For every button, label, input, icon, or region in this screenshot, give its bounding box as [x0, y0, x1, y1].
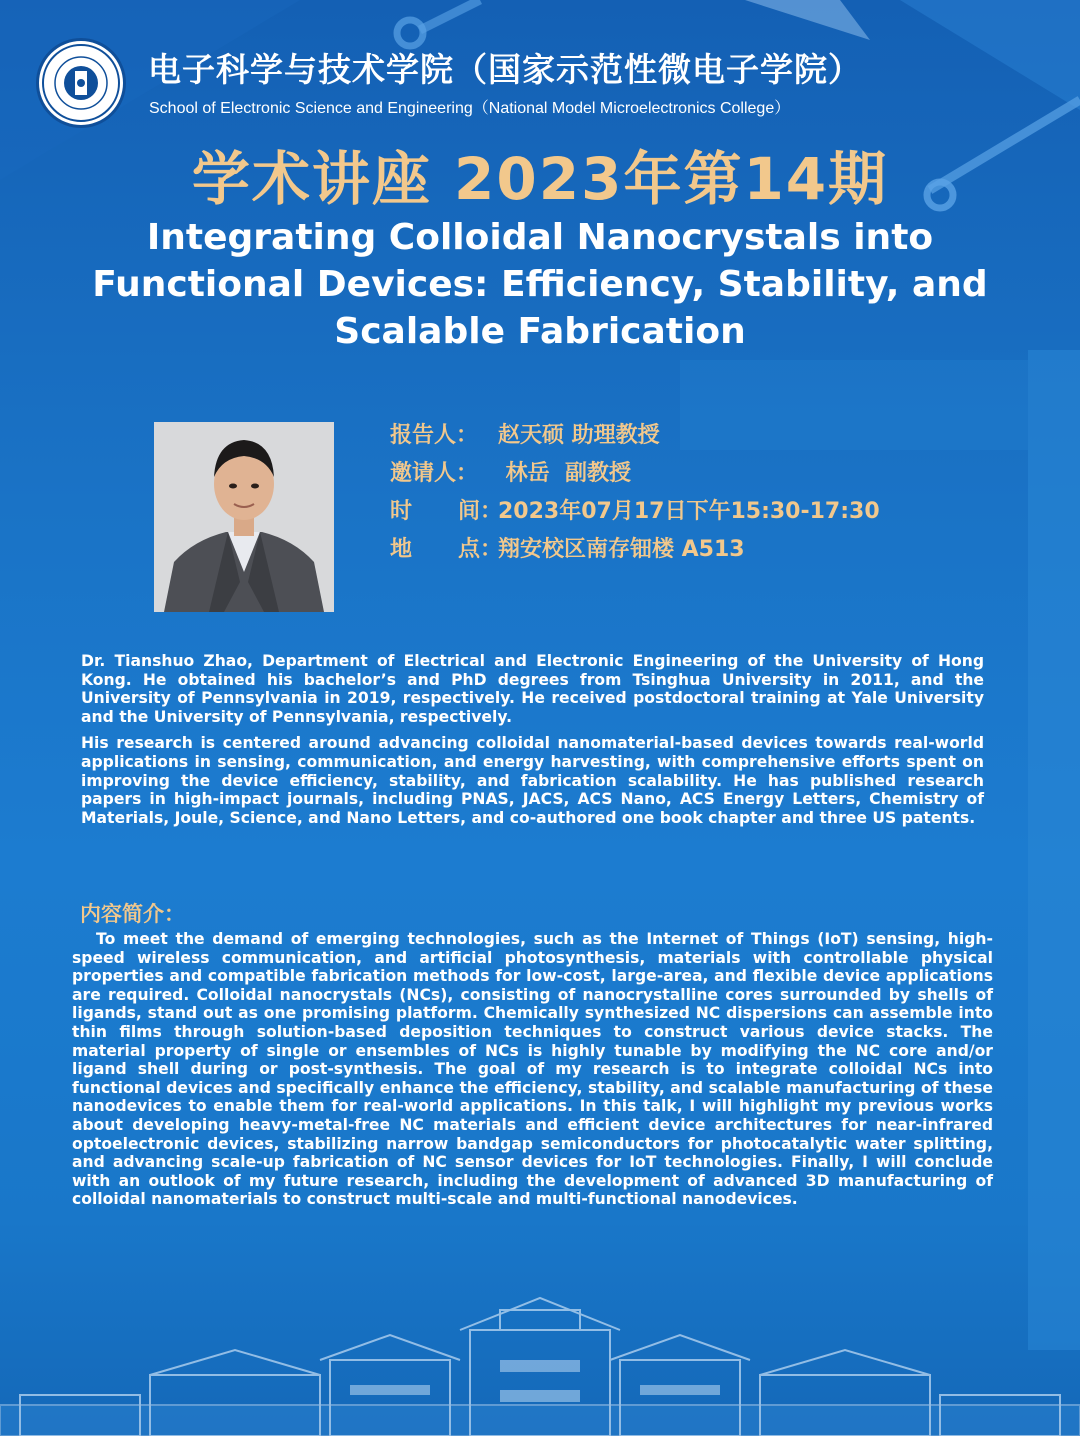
lecture-info: [390, 420, 1050, 572]
talk-title: Integrating Colloidal Nanocrystals into Functional Devices: Efficiency, Stability, and Scalable Fabrication: [92, 217, 988, 352]
abstract-heading: 内容简介：: [80, 902, 185, 926]
speaker-photo: [154, 422, 334, 612]
abstract-text: To meet the demand of emerging technologies, such as the Internet of Things (IoT) sensing, high-speed wireless communication, and artificial photosynthesis, materials with controllable physical properties and compatible fabrication methods for low-cost, large-area, and flexible device applications are required. Colloidal nanocrystals (NCs), consisting of nanocrystalline cores surrounded by shells of ligands, stand out as one promising platform. Chemically synthesized NC dispersions can assemble into thin films through solution-based deposition techniques to construct various device stacks. The material property of single or ensembles of NCs is highly tunable by modifying the NC core and/or ligand shell during or post-synthesis. The goal of my research is to integrate colloidal NCs into functional devices and specifically enhance the efficiency, stability, and scalable manufacturing of these nanodevices to enable them for real-world applications. In this talk, I will highlight my previous works about developing heavy-metal-free NC materials and efficient device architectures for near-infrared optoelectronic devices, stabilizing narrow bandgap semiconductors for photocatalytic water splitting, and advancing scale-up fabrication of NC sensor devices for IoT technologies. Finally, I will conclude with an outlook of my future research, including the development of advanced 3D manufacturing of colloidal nanomaterials to construct multi-scale and multi-functional nanodevices.: [72, 930, 993, 1209]
time-label: 时 间：: [390, 499, 502, 524]
place-label: 地 点：: [390, 537, 502, 562]
campus-building-illustration: [0, 1290, 1080, 1436]
speaker-label: 报告人：: [390, 423, 479, 448]
inviter-label: 邀请人：: [390, 461, 479, 486]
school-name-cn: 电子科学与技术学院（国家示范性微电子学院）: [148, 50, 862, 89]
speaker-value: 赵天硕 助理教授: [498, 423, 660, 448]
inviter-row: [390, 458, 1050, 496]
time-value: 2023年07月17日下午15:30-17:30: [498, 499, 880, 524]
place-row: [390, 534, 1050, 572]
time-row: [390, 496, 1050, 534]
header: [36, 38, 1046, 128]
place-value: 翔安校区南存钿楼 A513: [498, 537, 745, 562]
school-name-en: School of Electronic Science and Engineering（National Model Microelectronics College）: [149, 100, 791, 117]
bio-paragraph: Dr. Tianshuo Zhao, Department of Electrical and Electronic Engineering of the University of Hong Kong. He obtained his bachelor’s and PhD degrees from Tsinghua University in 2011, and the University of Pennsylvania in 2019, respectively. He received postdoctoral training at Yale University and the University of Pennsylvania, respectively.: [81, 652, 984, 726]
lecture-series-title: 学术讲座 2023年第14期: [191, 145, 889, 213]
speaker-row: [390, 420, 1050, 458]
school-logo: [36, 38, 126, 128]
bio-paragraph: His research is centered around advancing colloidal nanomaterial-based devices towards real-world applications in sensing, communication, and energy harvesting, with comprehensive efforts spent on improving the device efficiency, stability, and fabrication scalability. He has published research papers in high-impact journals, including PNAS, JACS, ACS Nano, ACS Energy Letters, Chemistry of Materials, Joule, Science, and Nano Letters, and co-authored one book chapter and three US patents.: [81, 734, 984, 827]
inviter-value: 林岳 副教授: [498, 461, 631, 486]
speaker-bio: [81, 652, 984, 835]
